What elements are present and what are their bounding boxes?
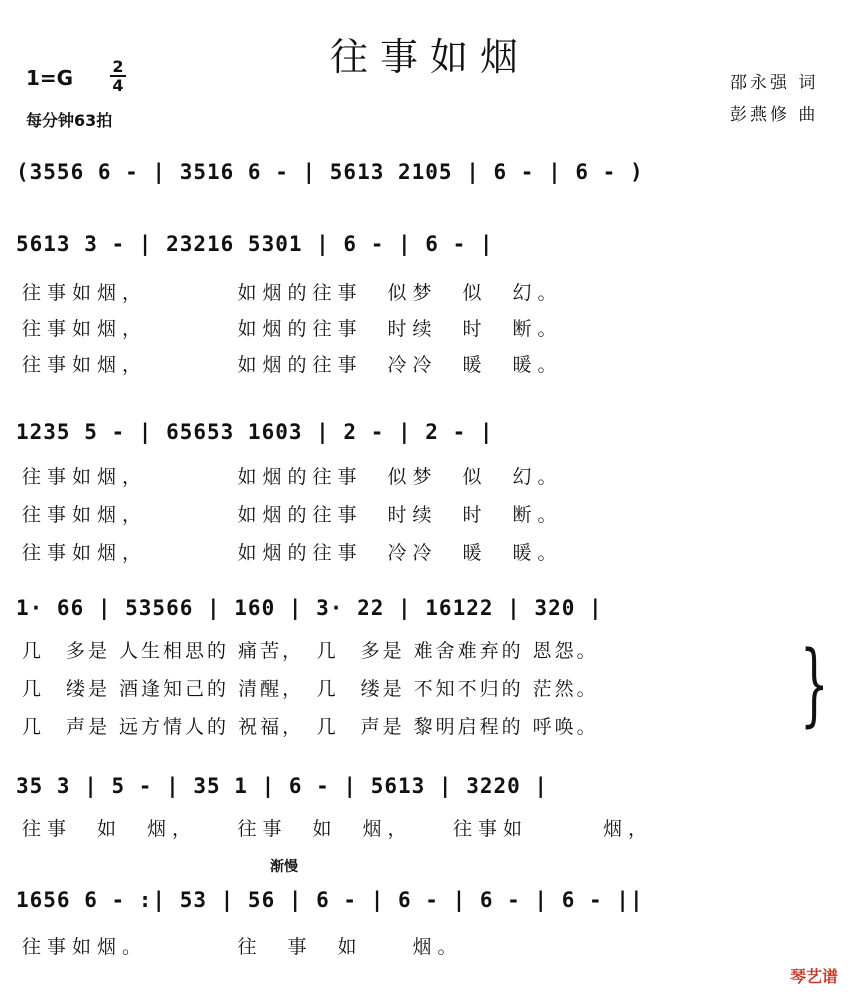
system-2-lyric-2: 往事如烟， 如烟的往事 时续 时 断。	[22, 318, 563, 340]
time-sig-top: 2	[112, 57, 124, 76]
system-2-notes: 5613 3 - | 23216 5301 | 6 - | 6 - |	[16, 232, 494, 256]
lyricist-credit: 邵永强 词	[730, 73, 819, 93]
time-sig-bottom: 4	[112, 76, 124, 95]
system-3-lyric-2: 往事如烟， 如烟的往事 时续 时 断。	[22, 504, 563, 526]
system-6-lyric-1: 往事如烟。 往 事 如 烟。	[22, 936, 463, 958]
system-6-notes: 1656 6 - :| 53 | 56 | 6 - | 6 - | 6 - | 6 - ||	[16, 888, 644, 912]
watermark-logo: 琴艺谱	[789, 967, 838, 986]
composer-credit: 彭燕修 曲	[730, 105, 819, 125]
time-signature	[110, 58, 126, 94]
key-signature: 1=G	[26, 66, 74, 90]
system-4-lyric-1: 几 多是 人生相思的 痛苦， 几 多是 难舍难弃的 恩怨。	[22, 640, 599, 662]
system-4-lyric-3: 几 声是 远方情人的 祝福， 几 声是 黎明启程的 呼唤。	[22, 716, 599, 738]
system-3-lyric-1: 往事如烟， 如烟的往事 似梦 似 幻。	[22, 466, 563, 488]
tempo-marking: 每分钟63拍	[26, 111, 113, 130]
system-1-notes: (3556 6 - | 3516 6 - | 5613 2105 | 6 - | 6 - )	[16, 160, 644, 184]
system-5-lyric-1: 往事 如 烟， 往事 如 烟， 往事如 烟，	[22, 818, 654, 840]
song-title: 往事如烟	[329, 35, 530, 79]
system-4-notes: 1· 66 | 53566 | 160 | 3· 22 | 16122 | 320 |	[16, 596, 603, 620]
system-2-lyric-1: 往事如烟， 如烟的往事 似梦 似 幻。	[22, 282, 563, 304]
system-3-lyric-3: 往事如烟， 如烟的往事 冷冷 暖 暖。	[22, 542, 563, 564]
verse-brace: }	[800, 632, 829, 737]
system-4-lyric-2: 几 缕是 酒逢知己的 清醒， 几 缕是 不知不归的 茫然。	[22, 678, 599, 700]
system-3-notes: 1235 5 - | 65653 1603 | 2 - | 2 - |	[16, 420, 494, 444]
ritardando-marking: 渐慢	[270, 859, 298, 875]
system-2-lyric-3: 往事如烟， 如烟的往事 冷冷 暖 暖。	[22, 354, 563, 376]
system-5-notes: 35 3 | 5 - | 35 1 | 6 - | 5613 | 3220 |	[16, 774, 549, 798]
